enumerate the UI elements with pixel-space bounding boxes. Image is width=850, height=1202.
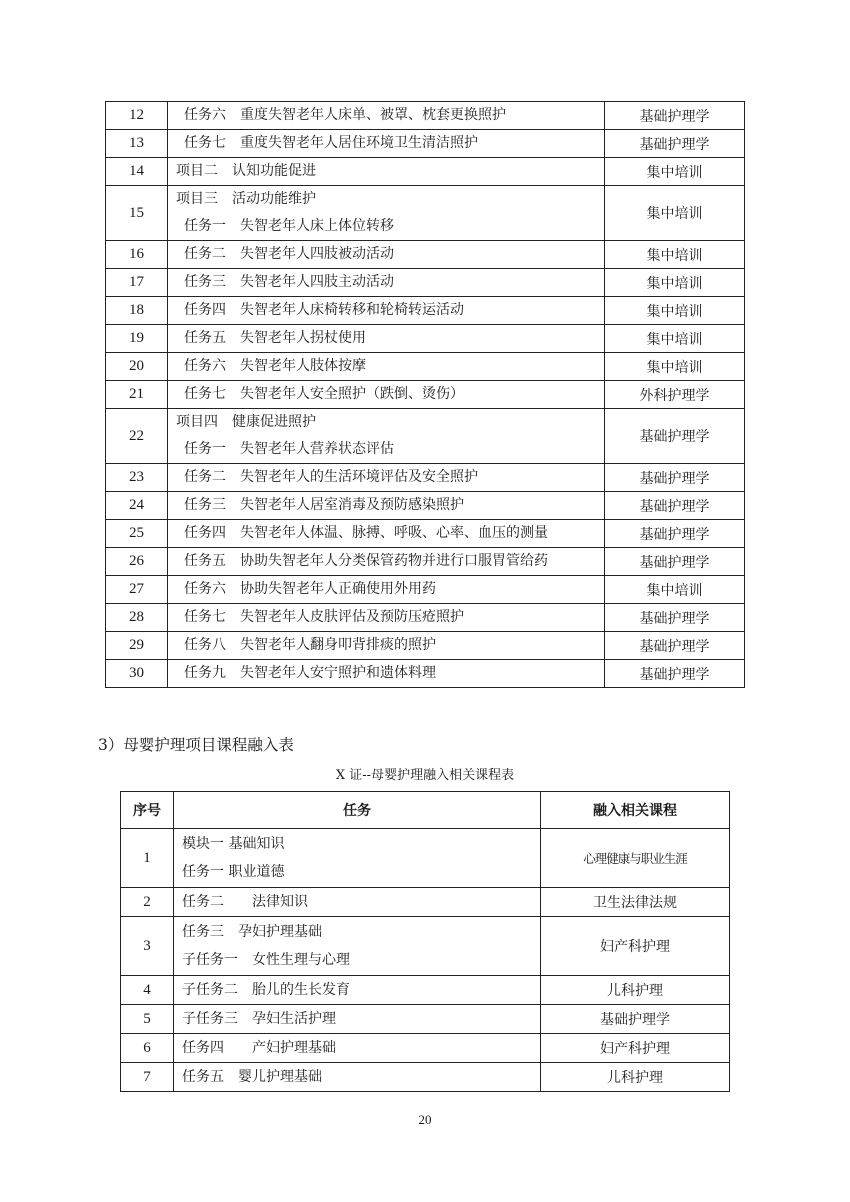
task-cell	[168, 102, 605, 130]
row-number: 25	[106, 520, 168, 548]
table-row	[121, 976, 730, 1005]
course-cell: 基础护理学	[541, 1005, 730, 1034]
course-cell: 基础护理学	[605, 632, 745, 660]
course-cell: 基础护理学	[605, 492, 745, 520]
task-cell	[174, 917, 541, 976]
task-cell	[168, 241, 605, 269]
course-cell: 基础护理学	[605, 660, 745, 688]
task-line: 任务五 婴儿护理基础	[182, 1069, 322, 1085]
row-number: 22	[106, 409, 168, 464]
row-number: 2	[121, 888, 174, 917]
row-number: 18	[106, 297, 168, 325]
task-line: 任务三 失智老年人四肢主动活动	[184, 274, 394, 290]
task-line: 任务七 失智老年人皮肤评估及预防压疮照护	[184, 609, 464, 625]
course-cell: 基础护理学	[605, 520, 745, 548]
table-row	[106, 325, 745, 353]
task-cell	[174, 1034, 541, 1063]
table-row	[121, 888, 730, 917]
task-cell	[168, 464, 605, 492]
task-line: 任务二 失智老年人的生活环境评估及安全照护	[184, 469, 478, 485]
task-line: 任务四 失智老年人体温、脉搏、呼吸、心率、血压的测量	[184, 525, 548, 541]
task-cell	[174, 888, 541, 917]
task-line: 任务二 法律知识	[182, 894, 308, 910]
course-cell: 集中培训	[605, 325, 745, 353]
course-cell: 妇产科护理	[541, 1034, 730, 1063]
table-row	[106, 632, 745, 660]
elderly-care-course-table	[105, 101, 745, 688]
row-number: 26	[106, 548, 168, 576]
course-cell: 基础护理学	[605, 130, 745, 158]
course-cell: 儿科护理	[541, 976, 730, 1005]
table-row	[121, 1034, 730, 1063]
task-line: 任务五 协助失智老年人分类保管药物并进行口服胃管给药	[184, 553, 548, 569]
task-line: 项目二 认知功能促进	[176, 163, 316, 179]
table-row	[106, 381, 745, 409]
task-line: 任务二 失智老年人四肢被动活动	[184, 246, 394, 262]
task-line: 任务四 失智老年人床椅转移和轮椅转运活动	[184, 302, 464, 318]
task-cell	[168, 269, 605, 297]
table-row	[106, 409, 745, 464]
course-cell: 基础护理学	[605, 548, 745, 576]
row-number: 27	[106, 576, 168, 604]
section-heading: 3）母婴护理项目课程融入表	[98, 736, 294, 754]
task-line: 子任务二 胎儿的生长发育	[182, 982, 350, 998]
course-cell: 妇产科护理	[541, 917, 730, 976]
header-number: 序号	[121, 792, 174, 829]
course-cell: 基础护理学	[605, 604, 745, 632]
task-line: 任务九 失智老年人安宁照护和遗体料理	[184, 665, 436, 681]
row-number: 15	[106, 186, 168, 241]
task-cell	[168, 158, 605, 186]
course-cell: 集中培训	[605, 576, 745, 604]
header-task: 任务	[174, 792, 541, 829]
task-cell	[174, 1005, 541, 1034]
task-cell	[168, 576, 605, 604]
course-cell: 基础护理学	[605, 464, 745, 492]
task-cell	[168, 353, 605, 381]
row-number: 29	[106, 632, 168, 660]
course-cell: 卫生法律法规	[541, 888, 730, 917]
task-cell	[168, 130, 605, 158]
table-header-row	[121, 792, 730, 829]
table-row	[121, 917, 730, 976]
table-row	[106, 353, 745, 381]
task-line: 任务七 失智老年人安全照护（跌倒、烫伤）	[184, 386, 464, 402]
row-number: 30	[106, 660, 168, 688]
row-number: 20	[106, 353, 168, 381]
task-line: 任务一 职业道德	[182, 864, 285, 880]
course-cell: 集中培训	[605, 297, 745, 325]
task-cell	[168, 297, 605, 325]
task-line: 任务三 失智老年人居室消毒及预防感染照护	[184, 497, 464, 513]
course-cell: 外科护理学	[605, 381, 745, 409]
row-number: 3	[121, 917, 174, 976]
task-cell	[168, 409, 605, 464]
task-line: 任务八 失智老年人翻身叩背排痰的照护	[184, 637, 436, 653]
page-number: 20	[418, 1112, 432, 1127]
task-line: 子任务三 孕妇生活护理	[182, 1011, 336, 1027]
course-cell: 集中培训	[605, 186, 745, 241]
course-cell: 集中培训	[605, 158, 745, 186]
header-course: 融入相关课程	[541, 792, 730, 829]
course-cell: 基础护理学	[605, 409, 745, 464]
row-number: 19	[106, 325, 168, 353]
row-number: 14	[106, 158, 168, 186]
table-row	[106, 297, 745, 325]
table-row	[106, 520, 745, 548]
row-number: 21	[106, 381, 168, 409]
maternal-infant-course-table	[120, 791, 730, 1092]
task-cell	[168, 604, 605, 632]
task-line: 模块一 基础知识	[182, 836, 285, 852]
task-cell	[168, 492, 605, 520]
task-line: 任务六 协助失智老年人正确使用外用药	[184, 581, 436, 597]
task-cell	[168, 520, 605, 548]
row-number: 24	[106, 492, 168, 520]
task-line: 任务三 孕妇护理基础	[182, 924, 322, 940]
task-line: 任务一 失智老年人营养状态评估	[184, 441, 394, 457]
course-cell: 心理健康与职业生涯	[541, 829, 730, 888]
row-number: 4	[121, 976, 174, 1005]
task-cell	[168, 325, 605, 353]
course-cell: 儿科护理	[541, 1063, 730, 1092]
table-row	[106, 604, 745, 632]
task-cell	[168, 548, 605, 576]
course-cell: 集中培训	[605, 241, 745, 269]
table-row	[106, 102, 745, 130]
table-caption: X 证--母婴护理融入相关课程表	[335, 768, 515, 783]
task-cell	[168, 381, 605, 409]
task-cell	[174, 976, 541, 1005]
table-row	[106, 186, 745, 241]
task-cell	[174, 829, 541, 888]
row-number: 7	[121, 1063, 174, 1092]
task-line: 任务四 产妇护理基础	[182, 1040, 336, 1056]
task-cell	[168, 660, 605, 688]
row-number: 23	[106, 464, 168, 492]
course-cell: 集中培训	[605, 353, 745, 381]
row-number: 17	[106, 269, 168, 297]
table-row	[121, 829, 730, 888]
task-line: 项目四 健康促进照护	[176, 414, 316, 430]
row-number: 5	[121, 1005, 174, 1034]
table-row	[106, 464, 745, 492]
table-row	[106, 576, 745, 604]
table-row	[121, 1063, 730, 1092]
table-row	[106, 660, 745, 688]
task-line: 任务一 失智老年人床上体位转移	[184, 218, 394, 234]
row-number: 16	[106, 241, 168, 269]
table-row	[106, 269, 745, 297]
table-row	[106, 158, 745, 186]
table-row	[106, 130, 745, 158]
task-line: 任务六 失智老年人肢体按摩	[184, 358, 366, 374]
task-cell	[168, 186, 605, 241]
task-line: 任务七 重度失智老年人居住环境卫生清洁照护	[184, 135, 478, 151]
table-row	[106, 548, 745, 576]
task-cell	[168, 632, 605, 660]
row-number: 6	[121, 1034, 174, 1063]
task-line: 任务五 失智老年人拐杖使用	[184, 330, 366, 346]
task-line: 任务六 重度失智老年人床单、被罩、枕套更换照护	[184, 107, 506, 123]
table-row	[106, 492, 745, 520]
course-cell: 集中培训	[605, 269, 745, 297]
task-cell	[174, 1063, 541, 1092]
task-line: 项目三 活动功能维护	[176, 191, 316, 207]
task-line: 子任务一 女性生理与心理	[182, 952, 350, 968]
row-number: 28	[106, 604, 168, 632]
row-number: 1	[121, 829, 174, 888]
row-number: 13	[106, 130, 168, 158]
table-row	[106, 241, 745, 269]
table-row	[121, 1005, 730, 1034]
row-number: 12	[106, 102, 168, 130]
course-cell: 基础护理学	[605, 102, 745, 130]
